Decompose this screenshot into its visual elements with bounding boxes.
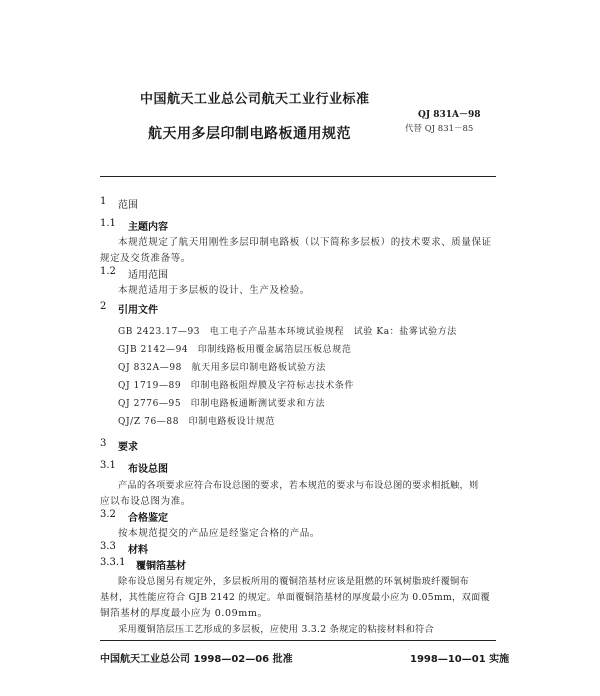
- reference-item: GJB 2142—94 印制线路板用覆金属箔层压板总规范: [118, 345, 352, 355]
- reference-item: QJ 1719—89 印制电路板阻焊膜及字符标志技术条件: [118, 381, 355, 391]
- section-3-1-number: 3.1: [100, 460, 116, 471]
- footer-rule: [100, 640, 496, 641]
- section-3-3-number: 3.3: [100, 541, 116, 552]
- section-3-number: 3: [100, 438, 107, 449]
- section-2-title: 引用文件: [118, 305, 158, 316]
- section-1-1-text-line2: 规定及交货准备等。: [100, 253, 191, 264]
- standard-code: QJ 831A－98: [418, 110, 481, 120]
- supersedes-note: 代替 QJ 831－85: [405, 124, 474, 134]
- issuing-organization: 中国航天工业总公司航天工业行业标准: [140, 92, 370, 107]
- section-1-number: 1: [100, 196, 107, 207]
- section-3-1-text-line2: 应以布设总图为准。: [100, 496, 191, 507]
- section-3-3-1-text-line3: 铜箔基材的厚度最小应为 0.09mm。: [100, 608, 268, 619]
- section-3-3-1-text-line1: 除布设总图另有规定外，多层板所用的覆铜箔基材应该是阻燃的环氧树脂玻纤覆铜布: [118, 576, 470, 587]
- section-2-number: 2: [100, 301, 107, 312]
- section-3-3-1-number: 3.3.1: [100, 557, 126, 568]
- standard-title: 航天用多层印制电路板通用规范: [148, 126, 351, 142]
- header-rule: [100, 176, 496, 177]
- reference-item: GB 2423.17—93 电工电子产品基本环境试验规程 试验 Ka：盐雾试验方法: [118, 327, 457, 337]
- section-3-title: 要求: [118, 442, 138, 453]
- section-3-2-title: 合格鉴定: [128, 513, 168, 524]
- section-1-1-text-line1: 本规范规定了航天用刚性多层印制电路板（以下简称多层板）的技术要求、质量保证: [118, 237, 492, 248]
- section-3-3-title: 材料: [128, 545, 148, 556]
- section-1-title: 范围: [118, 200, 138, 211]
- section-3-2-number: 3.2: [100, 509, 116, 520]
- section-3-1-text-line1: 产品的各项要求应符合布设总图的要求，若本规范的要求与布设总图的要求相抵触，则: [118, 480, 479, 491]
- section-3-3-1-text-line2: 基材，其性能应符合 GJB 2142 的规定。单面覆铜箔基材的厚度最小应为 0.05mm，双面覆: [100, 592, 490, 603]
- section-1-1-title: 主题内容: [128, 222, 168, 233]
- section-3-1-title: 布设总图: [128, 464, 168, 475]
- section-1-2-text: 本规范适用于多层板的设计、生产及检验。: [118, 285, 310, 296]
- reference-item: QJ 2776—95 印制电路板通断测试要求和方法: [118, 399, 326, 409]
- section-1-2-number: 1.2: [100, 266, 116, 277]
- section-3-2-text: 按本规范提交的产品应是经鉴定合格的产品。: [118, 528, 321, 539]
- section-3-3-1-title: 覆铜箔基材: [136, 561, 186, 572]
- approval-date: 中国航天工业总公司 1998—02—06 批准: [100, 654, 293, 665]
- reference-item: QJ 832A—98 航天用多层印制电路板试验方法: [118, 363, 326, 373]
- section-1-1-number: 1.1: [100, 218, 116, 229]
- section-3-3-1-text-line4: 采用覆铜箔层压工艺形成的多层板，应使用 3.3.2 条规定的粘接材料和符合: [118, 624, 434, 635]
- implementation-date: 1998—10—01 实施: [410, 654, 510, 665]
- reference-item: QJ/Z 76—88 印制电路板设计规范: [118, 417, 276, 427]
- section-1-2-title: 适用范围: [128, 270, 168, 281]
